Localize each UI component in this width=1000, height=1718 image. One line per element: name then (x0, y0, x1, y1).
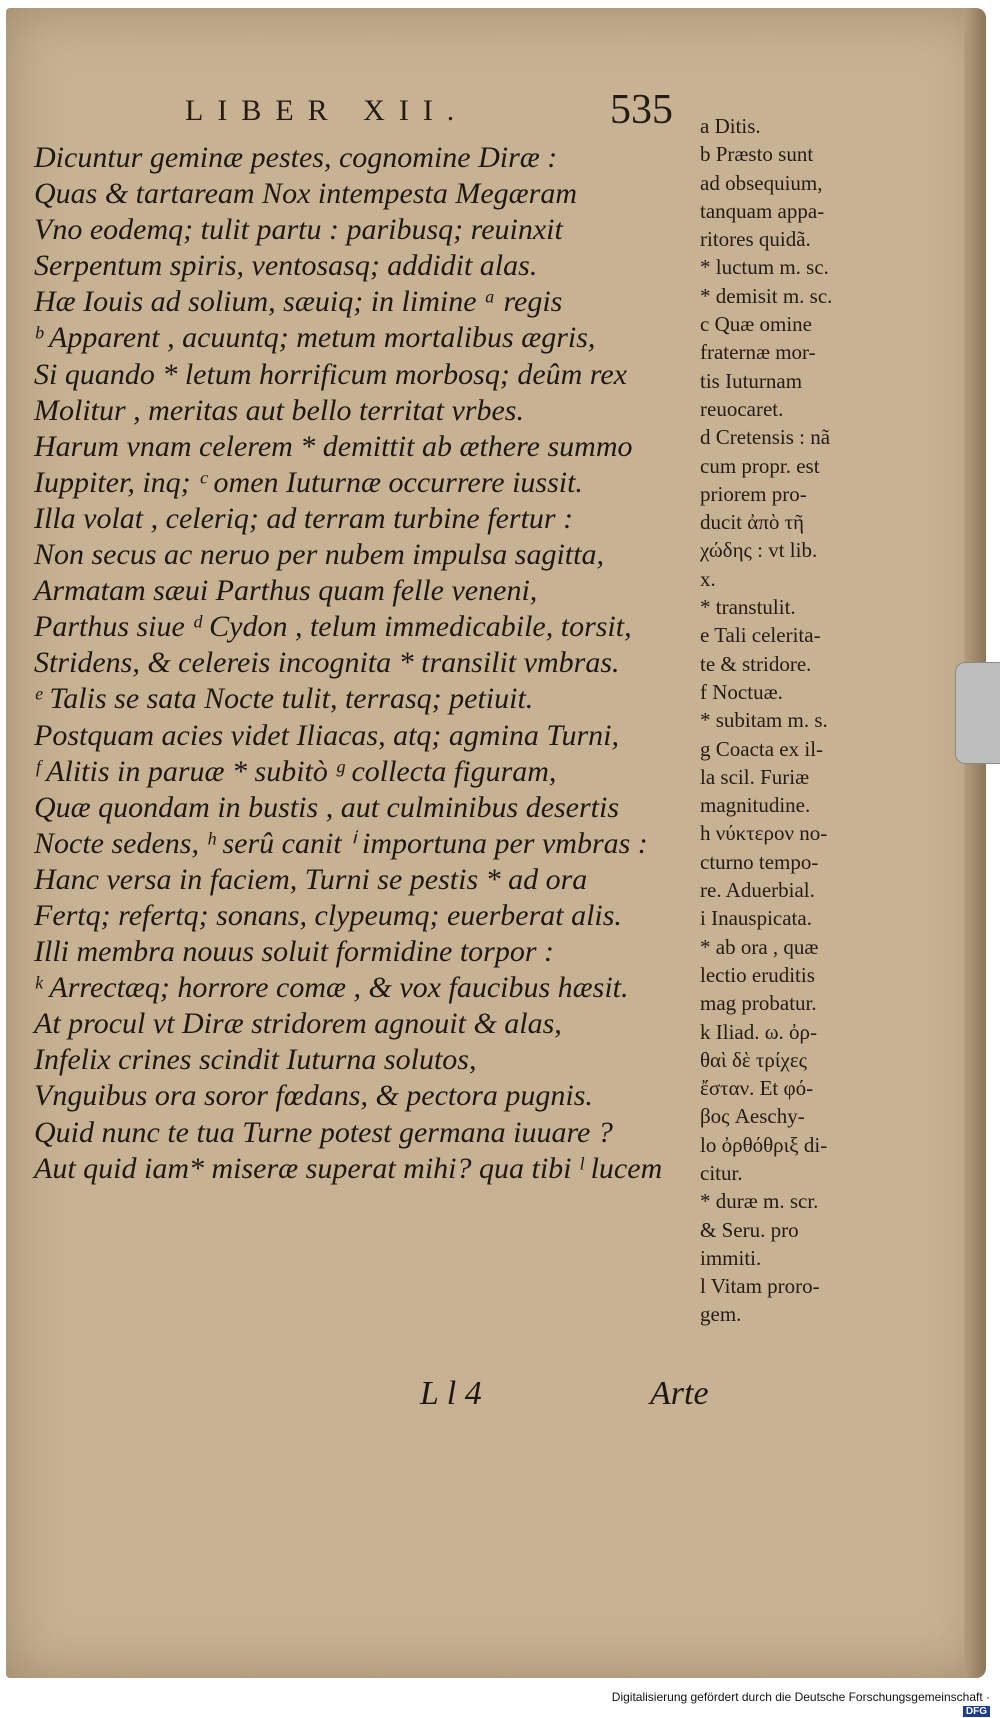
verse-line: Hæ Iouis ad solium, sæuiq; in limine ᵃ regis (34, 285, 563, 319)
verse-line: ᵏ Arrectæq; horrore comæ , & vox faucibus hæsit. (34, 971, 629, 1005)
margin-note: cturno tempo- (700, 849, 819, 874)
verse-line: Aut quid iam* miseræ superat mihi? qua tibi ˡ lucem (34, 1151, 663, 1185)
margin-notes (700, 112, 900, 1329)
margin-note: * duræ m. scr. (700, 1189, 819, 1214)
margin-note: * demisit m. sc. (700, 283, 833, 308)
verse-line: Stridens, & celereis incognita * transilit vmbras. (34, 646, 620, 680)
margin-note: ad obsequium, (700, 170, 823, 195)
verse-text (34, 140, 724, 1187)
page-edge (964, 8, 986, 1678)
verse-line: Quas & tartaream Nox intempesta Megæram (34, 177, 578, 211)
margin-note: i Inauspicata. (700, 906, 812, 931)
footer-text: Digitalisierung gefördert durch die Deutsche Forschungsgemeinschaft · (611, 1690, 990, 1704)
margin-note: f Noctuæ. (700, 679, 783, 704)
verse-line: Illa volat , celeriq; ad terram turbine fertur : (34, 501, 574, 535)
margin-note: mag probatur. (700, 991, 817, 1016)
margin-note: re. Aduerbial. (700, 878, 815, 903)
signature-row (400, 1375, 730, 1425)
verse-line: Parthus siue ᵈ Cydon , telum immedicabile, torsit, (34, 610, 632, 644)
margin-note: k Iliad. ω. ὀρ- (700, 1019, 818, 1044)
margin-note: θαὶ δὲ τρίχες (700, 1047, 807, 1072)
margin-note: lectio eruditis (700, 962, 815, 987)
verse-line: Dicuntur geminæ pestes, cognomine Diræ : (34, 141, 558, 174)
verse-line: ᶠ Alitis in paruæ * subitò ᵍ collecta figuram, (34, 754, 557, 788)
verse-line: Infelix crines scindit Iuturna solutos, (34, 1043, 477, 1077)
verse-line: Vno eodemq; tulit partu : paribusq; reuinxit (34, 213, 563, 247)
margin-note: * subitam m. s. (700, 708, 828, 733)
margin-note: ritores quidã. (700, 227, 811, 252)
verse-line: ᵇ Apparent , acuuntq; metum mortalibus ægris, (34, 321, 596, 355)
margin-note: d Cretensis : nã (700, 425, 831, 450)
margin-note: * ab ora , quæ (700, 934, 819, 959)
margin-note: & Seru. pro (700, 1217, 799, 1242)
margin-note: fraternæ mor- (700, 340, 816, 365)
verse-line: Quid nunc te tua Turne potest germana iuuare ? (34, 1115, 613, 1149)
margin-note: ducit ἀπὸ τῆ (700, 510, 805, 535)
margin-note: cum propr. est (700, 453, 820, 478)
margin-note: g Coacta ex il- (700, 736, 824, 761)
margin-note: tis Iuturnam (700, 368, 803, 393)
verse-line: ᵉ Talis se sata Nocte tulit, terrasq; petiuit. (34, 682, 534, 716)
margin-note: magnitudine. (700, 793, 811, 818)
signature-mark: L l 4 (420, 1375, 482, 1412)
verse-line: Hanc versa in faciem, Turni se pestis * ad ora (34, 862, 588, 896)
margin-note: * transtulit. (700, 595, 796, 620)
dfg-logo-icon: DFG (963, 1706, 990, 1717)
margin-note: e Tali celerita- (700, 623, 821, 648)
verse-line: Non secus ac neruo per nubem impulsa sagitta, (34, 538, 604, 572)
margin-note: reuocaret. (700, 396, 784, 421)
margin-note: ἔσταν. Et φό- (700, 1076, 814, 1101)
verse-line: Molitur , meritas aut bello territat vrbes. (34, 393, 524, 427)
verse-line: Harum vnam celerem * demittit ab æthere summo (34, 429, 633, 463)
margin-note: c Quæ omine (700, 312, 812, 337)
running-head: LIBER XII. (185, 94, 469, 127)
margin-note: * luctum m. sc. (700, 255, 829, 280)
verse-line: At procul vt Diræ stridorem agnouit & alas, (34, 1007, 562, 1041)
verse-line: Serpentum spiris, ventosasq; addidit alas. (34, 249, 538, 283)
margin-note: immiti. (700, 1245, 762, 1270)
catchword: Arte (650, 1375, 709, 1412)
margin-note: χώδης : vt lib. (700, 538, 818, 563)
margin-note: priorem pro- (700, 481, 807, 506)
page-clip (955, 662, 1000, 764)
margin-note: gem. (700, 1302, 742, 1327)
margin-note: a Ditis. (700, 114, 761, 138)
verse-line: Postquam acies videt Iliacas, atq; agmina Turni, (34, 718, 619, 752)
margin-note: tanquam appa- (700, 198, 825, 223)
verse-line: Armatam sæui Parthus quam felle veneni, (34, 574, 538, 608)
margin-note: te & stridore. (700, 651, 812, 676)
margin-note: citur. (700, 1160, 743, 1185)
margin-note: h νύκτερον no- (700, 821, 828, 846)
verse-line: Quæ quondam in bustis , aut culminibus desertis (34, 790, 620, 824)
verse-line: Si quando * letum horrificum morbosq; deûm rex (34, 357, 627, 391)
verse-line: Vnguibus ora soror fœdans, & pectora pugnis. (34, 1079, 593, 1113)
verse-line: Nocte sedens, ʰ serû canit ⁱ importuna per vmbras : (34, 826, 648, 860)
margin-note: x. (700, 566, 716, 591)
verse-line: Iuppiter, inq; ᶜ omen Iuturnæ occurrere iussit. (34, 465, 583, 499)
margin-note: b Præsto sunt (700, 142, 814, 167)
margin-note: lo ὀρθόθριξ di- (700, 1132, 828, 1157)
margin-note: l Vitam proro- (700, 1274, 820, 1299)
verse-line: Illi membra nouus soluit formidine torpor : (34, 935, 555, 969)
margin-note: βος Aeschy- (700, 1104, 805, 1129)
verse-line: Fertq; refertq; sonans, clypeumq; euerberat alis. (34, 898, 622, 932)
digitization-footer (600, 1690, 990, 1718)
page-number: 535 (610, 87, 673, 133)
margin-note: la scil. Furiæ (700, 764, 810, 789)
